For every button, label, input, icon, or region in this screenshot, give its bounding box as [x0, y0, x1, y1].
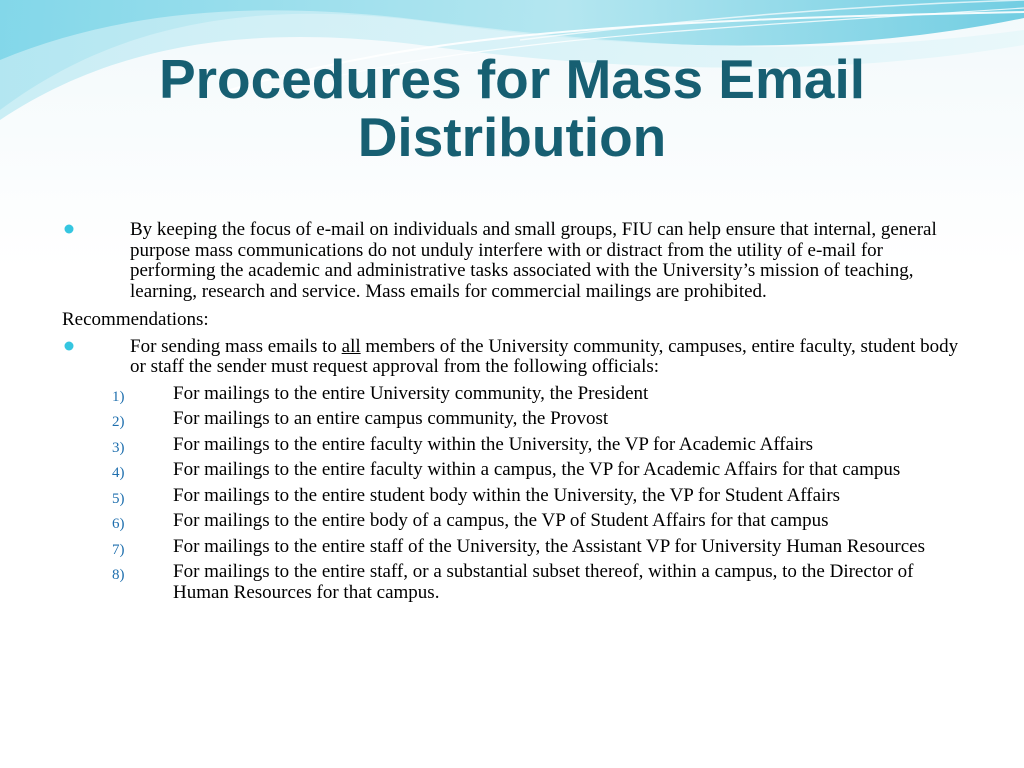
page-title: Procedures for Mass Email Distribution — [158, 48, 866, 168]
bullet-item — [62, 220, 972, 302]
list-item-text: For mailings to an entire campus community, the Provost — [173, 408, 609, 429]
list-item — [62, 537, 972, 558]
list-item-text: For mailings to the entire body of a campus, the VP of Student Affairs for that campus — [173, 510, 829, 531]
list-item — [62, 409, 972, 430]
circle-bullet-icon — [64, 341, 74, 351]
bullet-text-before: For sending mass emails to — [130, 335, 342, 357]
bullet-text — [130, 337, 972, 378]
list-marker: 4) — [112, 465, 125, 481]
list-item-text: For mailings to the entire staff of the University, the Assistant VP for University Human Resources — [173, 535, 925, 557]
circle-bullet-icon — [64, 224, 74, 234]
bullet-text-after: members of the University community, campuses, entire faculty, student body or staff the sender must request approval from the following officials: — [130, 335, 959, 377]
list-item — [62, 562, 972, 603]
list-item — [62, 486, 972, 507]
list-marker: 6) — [112, 516, 125, 532]
list-marker: 1) — [112, 388, 125, 405]
list-item — [62, 460, 972, 481]
list-marker: 8) — [112, 567, 125, 583]
slide-content — [62, 220, 972, 608]
list-item — [62, 435, 972, 456]
bullet-text-emphasis: all — [341, 335, 361, 357]
list-item-text: For mailings to the entire University community, the President — [173, 382, 649, 404]
list-marker: 5) — [112, 490, 125, 507]
bullet-item — [62, 337, 972, 378]
list-item-text: For mailings to the entire faculty within a campus, the VP for Academic Affairs for that campus — [173, 459, 901, 480]
list-marker: 7) — [112, 541, 125, 558]
list-item-text: For mailings to the entire staff, or a substantial subset thereof, within a campus, to the Director of Human Resources for that campus. — [173, 561, 914, 603]
list-item — [62, 384, 972, 405]
bullet-text: By keeping the focus of e-mail on individuals and small groups, FIU can help ensure that internal, general purpose mass communications do not unduly interfere with or distract from the utility of e-mail for performing the academic and administrative tasks associated with the University’s mission of teaching, learning, research and service. Mass emails for commercial mailings are prohibited. — [130, 219, 937, 302]
list-item-text: For mailings to the entire faculty within the University, the VP for Academic Affairs — [173, 433, 814, 455]
numbered-list — [62, 384, 972, 604]
list-item — [62, 511, 972, 532]
recommendations-label: Recommendations: — [62, 309, 209, 330]
list-marker: 2) — [112, 414, 125, 430]
list-marker: 3) — [112, 439, 125, 456]
list-item-text: For mailings to the entire student body within the University, the VP for Student Affairs — [173, 484, 841, 506]
